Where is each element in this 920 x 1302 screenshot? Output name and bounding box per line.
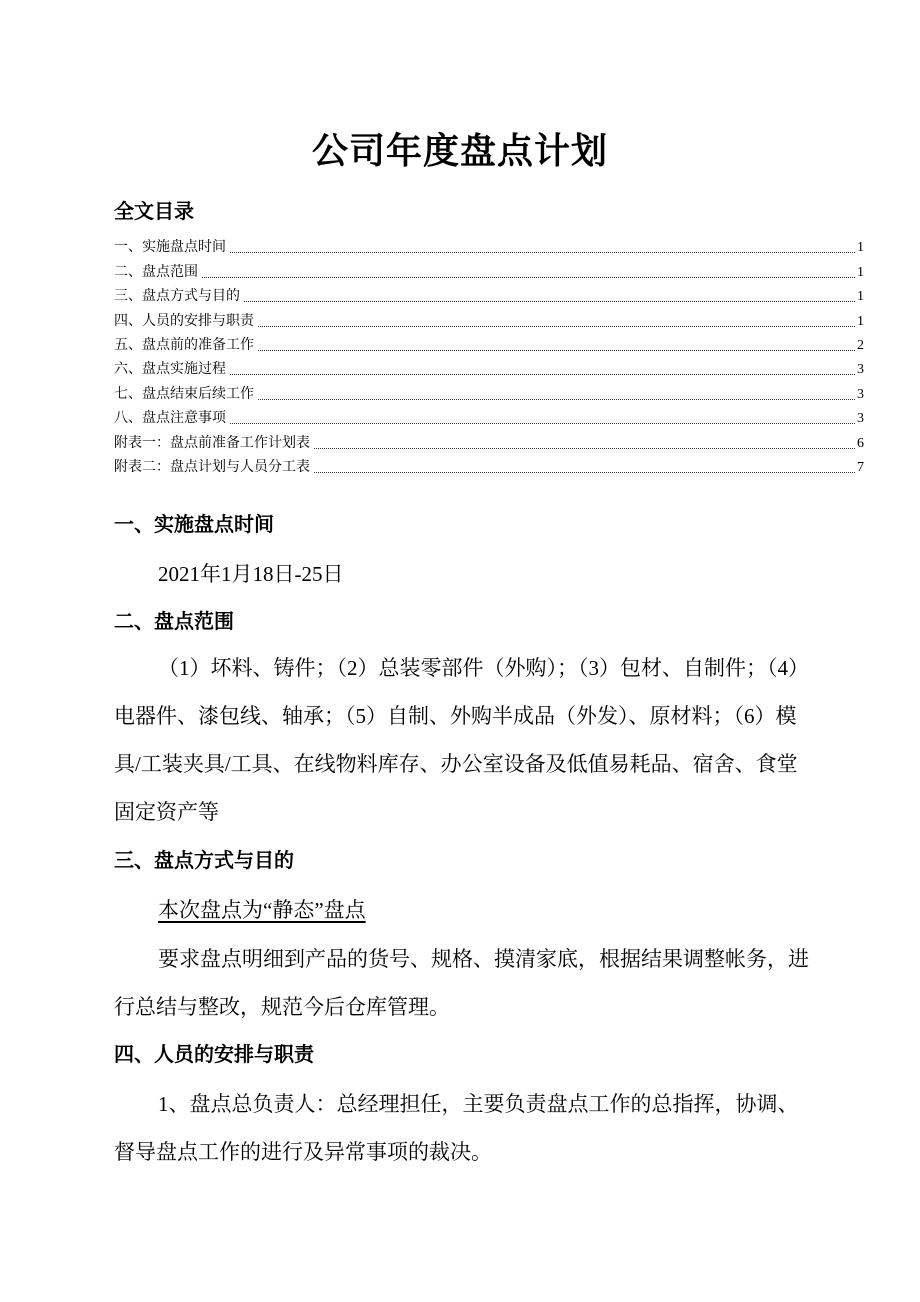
toc-leader-dots (258, 325, 855, 327)
section-heading-method: 三、盘点方式与目的 (114, 848, 294, 872)
toc-entry-label: 三、盘点方式与目的 (114, 289, 240, 305)
toc-entry[interactable] (114, 307, 864, 331)
toc-leader-dots (230, 422, 855, 424)
toc-leader-dots (230, 251, 855, 253)
toc-leader-dots (314, 471, 855, 473)
section-staff-text: 1、盘点总负责人：总经理担任，主要负责盘点工作的总指挥，协调、督导盘点工作的进行及异常事项的裁决。 (114, 1092, 799, 1164)
toc-entry-label: 四、人员的安排与职责 (114, 313, 254, 329)
section-time-text: 2021年1月18日-25日 (158, 562, 344, 586)
toc-entry[interactable] (114, 283, 864, 307)
toc-entry-page: 1 (857, 289, 864, 305)
toc-entry-page: 7 (857, 459, 864, 475)
toc-leader-dots (314, 447, 855, 449)
toc-entry-page: 6 (857, 435, 864, 451)
toc-entry[interactable] (114, 429, 864, 453)
toc-entry-page: 1 (857, 240, 864, 256)
toc-heading: 全文目录 (114, 199, 194, 223)
section-scope-text: （1）坏料、铸件；（2）总装零部件（外购）；（3）包材、自制件；（4）电器件、漆包线、轴承；（5）自制、外购半成品（外发）、原材料；（6）模具/工装夹具/工具、在线物料库存、办公室设备及低值易耗品、宿舍、食堂固定资产等 (114, 656, 809, 824)
section-method-statement: 本次盘点为“静态”盘点 (158, 898, 366, 922)
toc-entry-page: 3 (857, 362, 864, 378)
toc-entry-label: 二、盘点范围 (114, 264, 198, 280)
table-of-contents (114, 234, 864, 478)
toc-entry[interactable] (114, 356, 864, 380)
toc-leader-dots (258, 398, 855, 400)
toc-entry-page: 1 (857, 264, 864, 280)
toc-entry-label: 附表二：盘点计划与人员分工表 (114, 459, 310, 475)
toc-entry[interactable] (114, 258, 864, 282)
toc-entry[interactable] (114, 380, 864, 404)
toc-leader-dots (258, 349, 855, 351)
toc-entry[interactable] (114, 332, 864, 356)
toc-entry-label: 一、实施盘点时间 (114, 240, 226, 256)
section-heading-staff: 四、人员的安排与职责 (114, 1042, 314, 1066)
toc-entry[interactable] (114, 405, 864, 429)
toc-entry-page: 3 (857, 411, 864, 427)
toc-entry-label: 五、盘点前的准备工作 (114, 337, 254, 353)
toc-entry-page: 3 (857, 386, 864, 402)
document-title: 公司年度盘点计划 (311, 131, 608, 172)
toc-leader-dots (244, 300, 855, 302)
toc-leader-dots (230, 373, 855, 375)
toc-entry-label: 六、盘点实施过程 (114, 362, 226, 378)
section-method-text: 要求盘点明细到产品的货号、规格、摸清家底，根据结果调整帐务，进行总结与整改，规范今后仓库管理。 (114, 947, 809, 1019)
toc-entry[interactable] (114, 454, 864, 478)
toc-entry[interactable] (114, 234, 864, 258)
toc-entry-label: 附表一：盘点前准备工作计划表 (114, 435, 310, 451)
toc-entry-page: 1 (857, 313, 864, 329)
toc-entry-label: 七、盘点结束后续工作 (114, 386, 254, 402)
section-heading-scope: 二、盘点范围 (114, 609, 234, 633)
toc-leader-dots (202, 276, 855, 278)
section-heading-time: 一、实施盘点时间 (114, 512, 274, 536)
toc-entry-label: 八、盘点注意事项 (114, 411, 226, 427)
toc-entry-page: 2 (857, 337, 864, 353)
section-method-line (114, 886, 814, 934)
